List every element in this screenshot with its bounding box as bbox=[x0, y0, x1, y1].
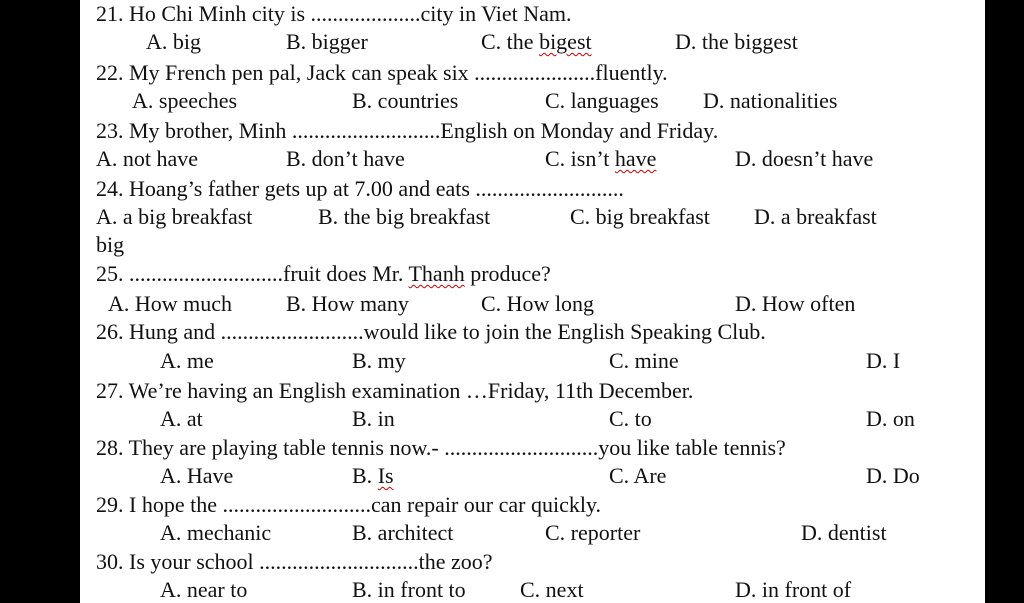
worksheet-page bbox=[80, 0, 985, 603]
q24-option-b: B. the big breakfast bbox=[318, 204, 491, 229]
q21-option-a: A. big bbox=[146, 29, 201, 54]
q24-stem: 24. Hoang’s father gets up at 7.00 and eats ........................... bbox=[96, 176, 624, 201]
q22-option-c: C. languages bbox=[545, 88, 659, 113]
q24-option-d-continuation: big bbox=[96, 232, 125, 257]
q25-option-b: B. How many bbox=[286, 291, 409, 316]
q29-stem: 29. I hope the ...........................can repair our car quickly. bbox=[96, 492, 602, 517]
q30-stem: 30. Is your school .............................the zoo? bbox=[96, 549, 493, 574]
q22-option-a: A. speeches bbox=[132, 88, 238, 113]
q25-stem-flagged-word: Thanh bbox=[408, 261, 465, 286]
q23-option-a: A. not have bbox=[96, 146, 199, 171]
q26-option-c: C. mine bbox=[609, 348, 679, 373]
q23-stem: 23. My brother, Minh ...........................English on Monday and Friday. bbox=[96, 118, 719, 143]
q24-option-a: A. a big breakfast bbox=[96, 204, 253, 229]
q28-option-b bbox=[352, 463, 394, 489]
q28-option-b-flagged-word: Is bbox=[377, 463, 394, 488]
q22-option-b: B. countries bbox=[352, 88, 459, 113]
q22-stem: 22. My French pen pal, Jack can speak six ......................fluently. bbox=[96, 60, 668, 85]
q23-option-c-flagged-word: have bbox=[614, 146, 657, 171]
q29-option-c: C. reporter bbox=[545, 520, 641, 545]
q26-option-d: D. I bbox=[866, 348, 901, 373]
q23-option-c bbox=[545, 146, 656, 172]
q26-option-b: B. my bbox=[352, 348, 406, 373]
q30-option-d: D. in front of bbox=[735, 577, 852, 602]
q26-stem: 26. Hung and ..........................would like to join the English Speaking Club. bbox=[96, 319, 766, 344]
q21-option-b: B. bigger bbox=[286, 29, 368, 54]
q25-option-c: C. How long bbox=[481, 291, 595, 316]
q30-option-c: C. next bbox=[520, 577, 584, 602]
q30-option-b: B. in front to bbox=[352, 577, 466, 602]
q24-option-c: C. big breakfast bbox=[570, 204, 710, 229]
q27-option-b: B. in bbox=[352, 406, 395, 431]
q28-option-d: D. Do bbox=[866, 463, 920, 488]
q23-option-b: B. don’t have bbox=[286, 146, 405, 171]
q21-stem: 21. Ho Chi Minh city is ....................city in Viet Nam. bbox=[96, 1, 572, 26]
q29-option-a: A. mechanic bbox=[160, 520, 272, 545]
q25-stem bbox=[96, 261, 551, 287]
q23-option-c-prefix: C. isn’t bbox=[545, 146, 615, 171]
q24-option-d: D. a breakfast bbox=[754, 204, 877, 229]
q21-option-c bbox=[481, 29, 592, 55]
q27-option-d: D. on bbox=[866, 406, 915, 431]
q27-stem: 27. We’re having an English examination …Friday, 11th December. bbox=[96, 378, 694, 403]
q29-option-b: B. architect bbox=[352, 520, 454, 545]
q26-option-a: A. me bbox=[160, 348, 214, 373]
q25-stem-suffix: produce? bbox=[464, 261, 551, 286]
q21-option-c-prefix: C. the bbox=[481, 29, 540, 54]
q27-option-c: C. to bbox=[609, 406, 652, 431]
q21-option-c-misspelled-word: bigest bbox=[539, 29, 592, 54]
q23-option-d: D. doesn’t have bbox=[735, 146, 874, 171]
q25-stem-prefix: 25. ............................fruit does Mr. bbox=[96, 261, 409, 286]
q21-option-d: D. the biggest bbox=[675, 29, 798, 54]
q28-option-c: C. Are bbox=[609, 463, 667, 488]
q28-option-a: A. Have bbox=[160, 463, 234, 488]
q30-option-a: A. near to bbox=[160, 577, 248, 602]
q28-option-b-prefix: B. bbox=[352, 463, 378, 488]
q27-option-a: A. at bbox=[160, 406, 203, 431]
q25-option-d: D. How often bbox=[735, 291, 856, 316]
q29-option-d: D. dentist bbox=[801, 520, 887, 545]
q25-option-a: A. How much bbox=[108, 291, 233, 316]
q28-stem: 28. They are playing table tennis now.- ............................you like table tennis? bbox=[96, 435, 786, 460]
q22-option-d: D. nationalities bbox=[703, 88, 838, 113]
